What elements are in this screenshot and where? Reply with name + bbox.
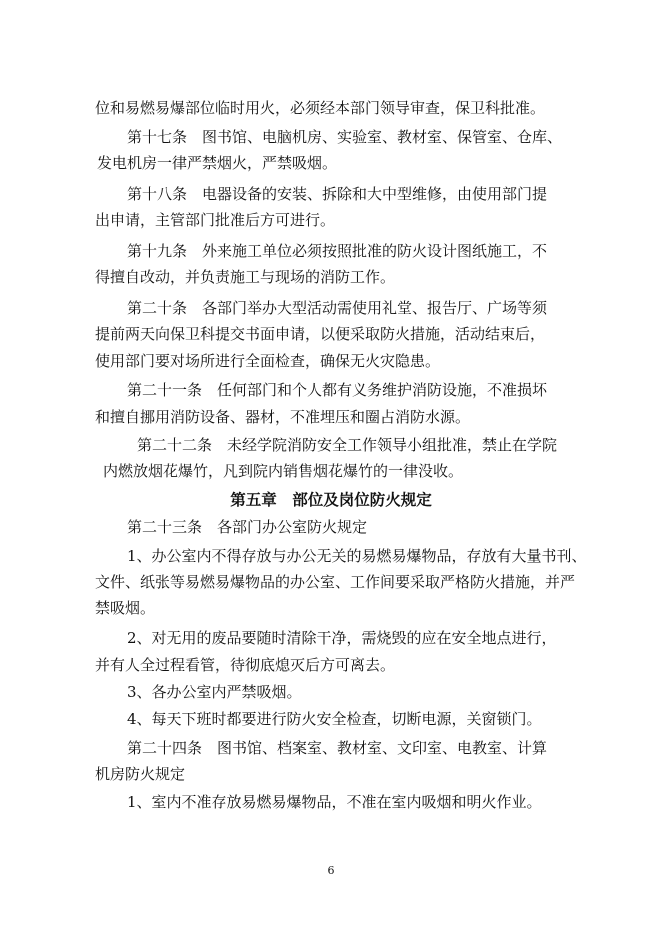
text-line: 位和易燃易爆部位临时用火，必须经本部门领导审查，保卫科批准。: [95, 99, 546, 117]
text-line: 和擅自挪用消防设备、器材，不准埋压和圈占消防水源。: [95, 408, 471, 426]
text-line: 机房防火规定: [95, 765, 186, 783]
article-24: 第二十四条 图书馆、档案室、教材室、文印室、电教室、计算: [127, 739, 548, 757]
article-22: 第二十二条 未经学院消防安全工作领导小组批准，禁止在学院: [137, 436, 558, 454]
text-line: 使用部门要对场所进行全面检查，确保无火灾隐患。: [95, 352, 441, 370]
list-item: 1、室内不准存放易燃易爆物品，不准在室内吸烟和明火作业。: [127, 793, 542, 811]
text-line: 提前两天向保卫科提交书面申请，以便采取防火措施，活动结束后，: [95, 325, 546, 343]
text-line: 出申请，主管部门批准后方可进行。: [95, 211, 336, 229]
article-17: 第十七条 图书馆、电脑机房、实验室、教材室、保管室、仓库、: [127, 128, 563, 146]
text-line: 文件、纸张等易燃易爆物品的办公室、工作间要采取严格防火措施，并严: [95, 573, 576, 591]
list-item: 3、各办公室内严禁吸烟。: [127, 683, 302, 701]
list-item: 2、对无用的废品要随时清除干净，需烧毁的应在安全地点进行，: [127, 629, 557, 647]
article-23: 第二十三条 各部门办公室防火规定: [127, 518, 368, 536]
article-21: 第二十一条 任何部门和个人都有义务维护消防设施，不准损坏: [127, 381, 548, 399]
chapter-heading: 第五章 部位及岗位防火规定: [230, 490, 432, 509]
list-item: 1、办公室内不得存放与办公无关的易燃易爆物品，存放有大量书刊、: [127, 547, 587, 565]
article-19: 第十九条 外来施工单位必须按照批准的防火设计图纸施工，不: [127, 242, 548, 260]
page-number: 6: [327, 864, 335, 877]
text-line: 得擅自改动，并负责施工与现场的消防工作。: [95, 268, 396, 286]
text-line: 禁吸烟。: [95, 599, 156, 617]
article-18: 第十八条 电器设备的安装、拆除和大中型维修，由使用部门提: [127, 185, 548, 203]
text-line: 发电机房一律严禁烟火，严禁吸烟。: [97, 154, 338, 172]
text-line: 并有人全过程看管，待彻底熄灭后方可离去。: [95, 656, 396, 674]
text-line: 内燃放烟花爆竹，凡到院内销售烟花爆竹的一律没收。: [103, 462, 464, 480]
article-20: 第二十条 各部门举办大型活动需使用礼堂、报告厅、广场等须: [127, 299, 548, 317]
list-item: 4、每天下班时都要进行防火安全检查，切断电源，关窗锁门。: [127, 710, 542, 728]
